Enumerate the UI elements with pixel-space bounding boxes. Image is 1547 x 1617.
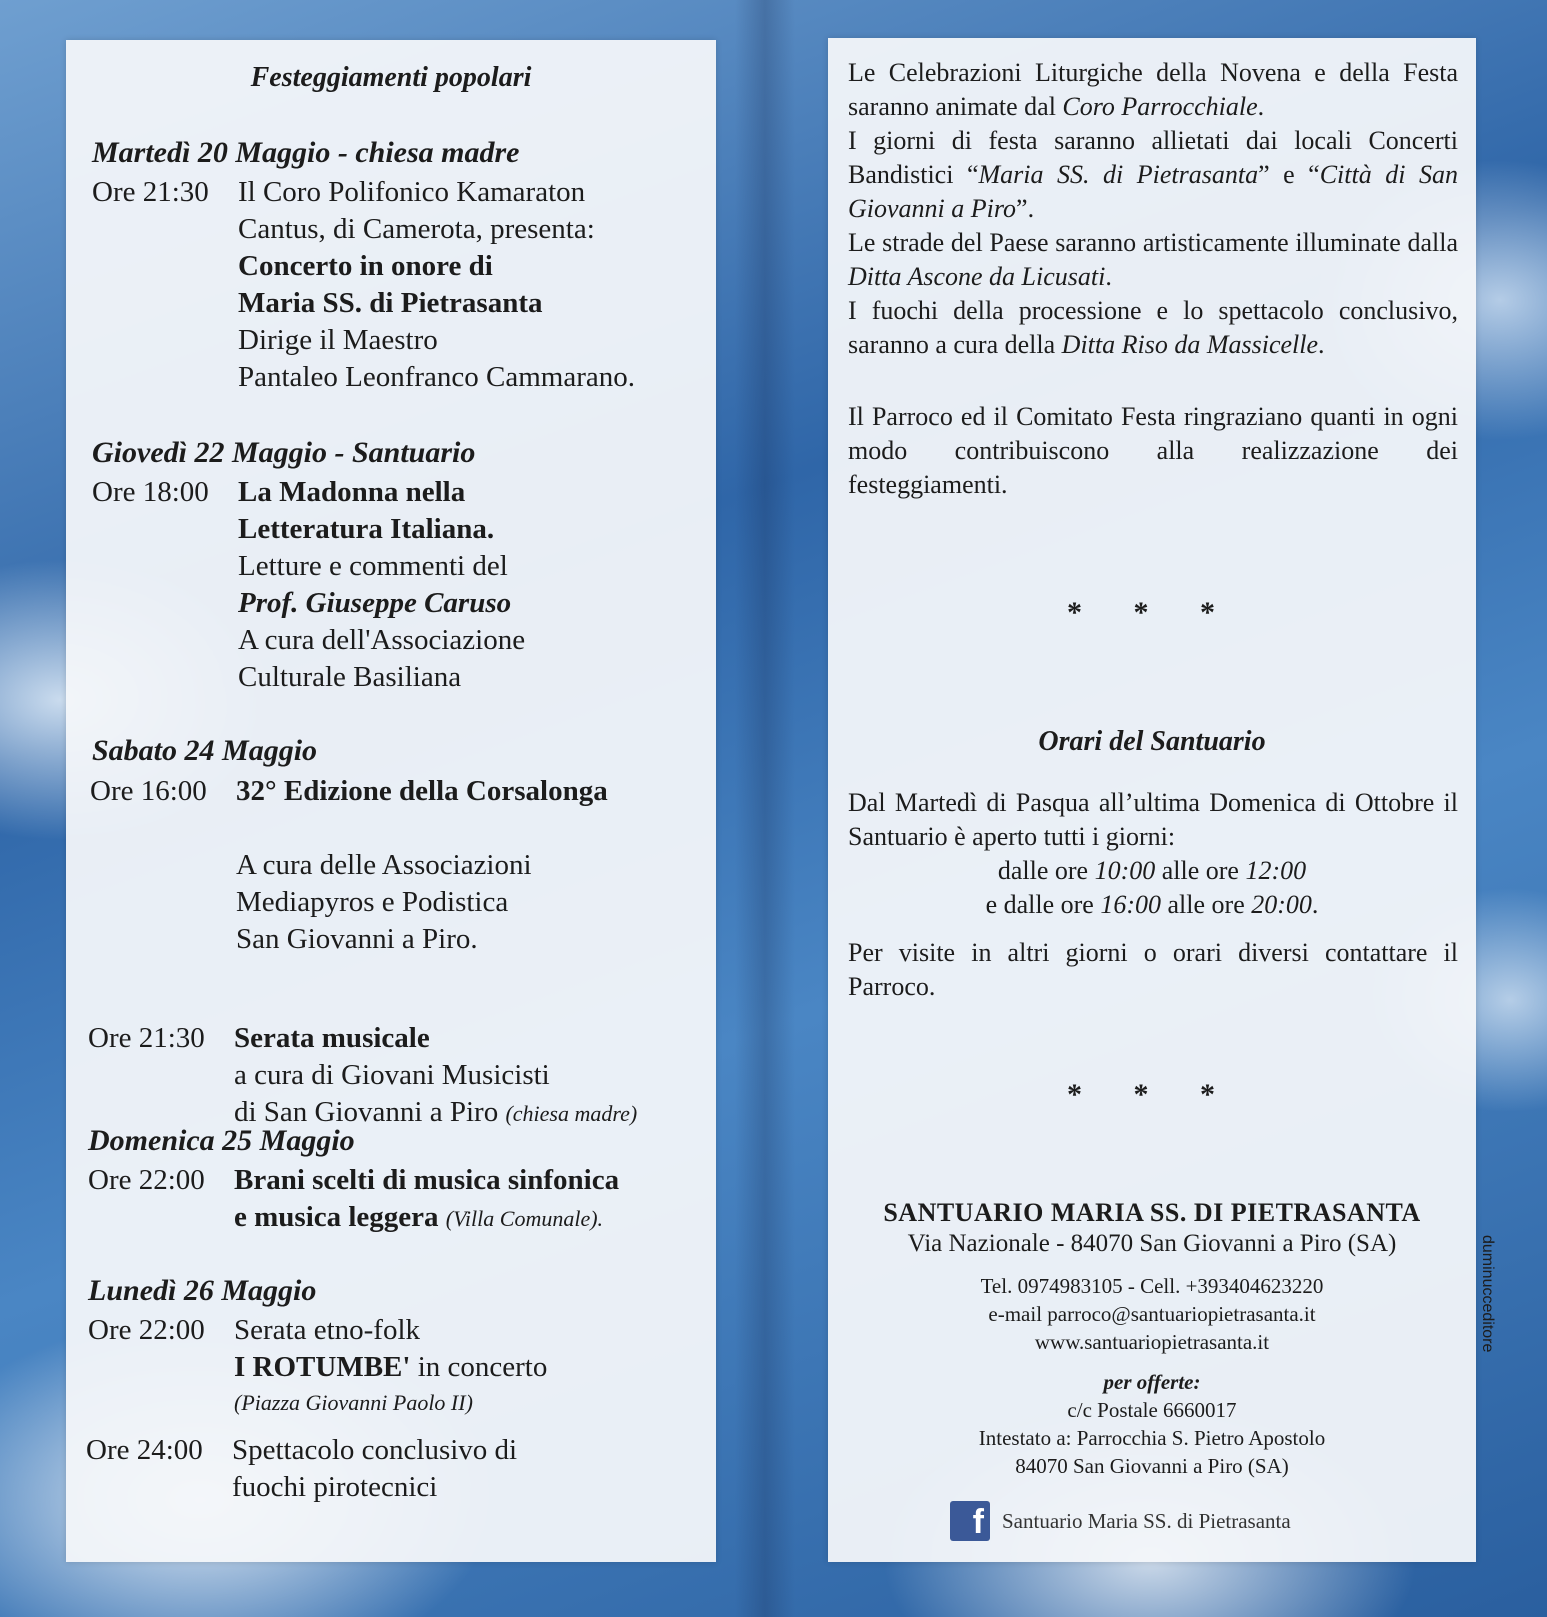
event-heading: Domenica 25 Maggio xyxy=(88,1124,355,1157)
event-line: A cura dell'Associazione xyxy=(238,624,526,656)
event-line: Prof. Giuseppe Caruso xyxy=(238,587,512,619)
stars-divider-2: * * * xyxy=(1067,1078,1237,1111)
festeggiamenti-title: Festeggiamenti popolari xyxy=(250,62,532,93)
info-line-concerti: I giorni di festa saranno allietati dai locali Concerti Bandistici “Maria SS. di Pietrasanta” e “Città di San Giovanni a Piro”. xyxy=(848,126,1458,223)
event-time: Ore 21:30 xyxy=(88,1022,205,1054)
event-line: Serata etno-folk xyxy=(234,1314,421,1346)
event-line: A cura delle Associazioni xyxy=(236,849,532,881)
event-line: Culturale Basiliana xyxy=(238,661,462,693)
event-line: e musica leggera (Villa Comunale). xyxy=(234,1201,604,1233)
orari-times xyxy=(828,854,1476,922)
event-description xyxy=(234,1020,637,1132)
event-heading: Martedì 20 Maggio - chiesa madre xyxy=(92,136,520,169)
event-line: Letture e commenti del xyxy=(238,550,508,582)
event-heading: Sabato 24 Maggio xyxy=(92,734,318,767)
event-description xyxy=(234,1312,547,1418)
santuario-address: Via Nazionale - 84070 San Giovanni a Piro (SA) xyxy=(907,1230,1397,1257)
orari-title: Orari del Santuario xyxy=(1038,726,1266,757)
event-time: Ore 22:00 xyxy=(88,1164,205,1196)
orari-afternoon: e dalle ore 16:00 alle ore 20:00. xyxy=(985,890,1319,919)
santuario-contacts xyxy=(828,1198,1476,1480)
santuario-website[interactable]: www.santuariopietrasanta.it xyxy=(1034,1330,1270,1354)
offerte-intestato: Intestato a: Parrocchia S. Pietro Apostolo xyxy=(978,1426,1326,1450)
info-line-coro: Le Celebrazioni Liturgiche della Novena e della Festa saranno animate dal Coro Parrocchiale. xyxy=(848,58,1458,121)
santuario-email[interactable]: e-mail parroco@santuariopietrasanta.it xyxy=(988,1302,1316,1326)
event-description xyxy=(236,773,608,958)
orari-paragraph: Dal Martedì di Pasqua all’ultima Domenica di Ottobre il Santuario è aperto tutti i giorni: xyxy=(848,788,1458,851)
event-time: Ore 24:00 xyxy=(86,1434,203,1466)
facebook-link[interactable] xyxy=(950,1500,1291,1542)
stars-divider: * * * xyxy=(1067,596,1237,629)
info-line-fuochi: I fuochi della processione e lo spettacolo conclusivo, saranno a cura della Ditta Riso da Massicelle. xyxy=(848,296,1458,359)
event-line: a cura di Giovani Musicisti xyxy=(234,1059,550,1091)
event-line: (Piazza Giovanni Paolo II) xyxy=(234,1390,473,1415)
event-line: Serata musicale xyxy=(234,1022,430,1054)
event-line: 32° Edizione della Corsalonga xyxy=(236,775,608,807)
event-line: fuochi pirotecnici xyxy=(232,1471,438,1503)
event-heading: Lunedì 26 Maggio xyxy=(88,1274,317,1307)
santuario-tel: Tel. 0974983105 - Cell. +393404623220 xyxy=(980,1274,1324,1298)
event-line: Maria SS. di Pietrasanta xyxy=(238,287,543,319)
event-line: Pantaleo Leonfranco Cammarano. xyxy=(238,361,635,393)
event-time: Ore 21:30 xyxy=(92,176,209,208)
brochure-fold xyxy=(735,0,795,1617)
event-heading: Giovedì 22 Maggio - Santuario xyxy=(92,436,476,469)
facebook-icon: f xyxy=(950,1501,990,1541)
visite-paragraph: Per visite in altri giorni o orari diversi contattare il Parroco. xyxy=(848,938,1458,1001)
event-line: di San Giovanni a Piro (chiesa madre) xyxy=(234,1096,638,1128)
event-line: Spettacolo conclusivo di xyxy=(232,1434,518,1466)
event-line: I ROTUMBE' in concerto xyxy=(234,1351,548,1383)
offerte-title: per offerte: xyxy=(1103,1370,1201,1394)
event-time: Ore 16:00 xyxy=(90,775,207,807)
facebook-label: Santuario Maria SS. di Pietrasanta xyxy=(1002,1508,1291,1533)
event-description xyxy=(234,1162,619,1237)
event-line: San Giovanni a Piro. xyxy=(236,923,478,955)
publisher-credit xyxy=(1478,1235,1498,1385)
event-line: La Madonna nella xyxy=(238,476,466,508)
event-description xyxy=(232,1432,517,1506)
event-time: Ore 18:00 xyxy=(92,476,209,508)
event-location-note: (Villa Comunale). xyxy=(445,1206,604,1231)
orari-morning: dalle ore 10:00 alle ore 12:00 xyxy=(997,856,1307,885)
event-description xyxy=(238,474,525,696)
offerte-city: 84070 San Giovanni a Piro (SA) xyxy=(1015,1454,1289,1478)
left-panel xyxy=(66,40,716,1562)
event-line xyxy=(236,810,608,847)
event-line: Letteratura Italiana. xyxy=(238,513,495,545)
publisher-credit-text: duminucceditore xyxy=(1479,1235,1496,1353)
santuario-name: SANTUARIO MARIA SS. DI PIETRASANTA xyxy=(883,1198,1421,1227)
event-line: Cantus, di Camerota, presenta: xyxy=(238,213,595,245)
offerte-cc: c/c Postale 6660017 xyxy=(1067,1398,1237,1422)
info-paragraph xyxy=(848,56,1458,362)
event-line: Mediapyros e Podistica xyxy=(236,886,509,918)
event-line: Brani scelti di musica sinfonica xyxy=(234,1164,620,1196)
event-line: Concerto in onore di xyxy=(238,250,493,282)
right-panel xyxy=(828,38,1476,1562)
event-line: Dirige il Maestro xyxy=(238,324,438,356)
event-line: Il Coro Polifonico Kamaraton xyxy=(238,176,586,208)
thanks-paragraph: Il Parroco ed il Comitato Festa ringraziano quanti in ogni modo contribuiscono alla realizzazione dei festeggiamenti. xyxy=(848,402,1458,499)
event-description xyxy=(238,174,635,396)
event-time: Ore 22:00 xyxy=(88,1314,205,1346)
event-location-note: (chiesa madre) xyxy=(505,1101,638,1126)
info-line-illuminazione: Le strade del Paese saranno artisticamente illuminate dalla Ditta Ascone da Licusati. xyxy=(848,228,1458,291)
